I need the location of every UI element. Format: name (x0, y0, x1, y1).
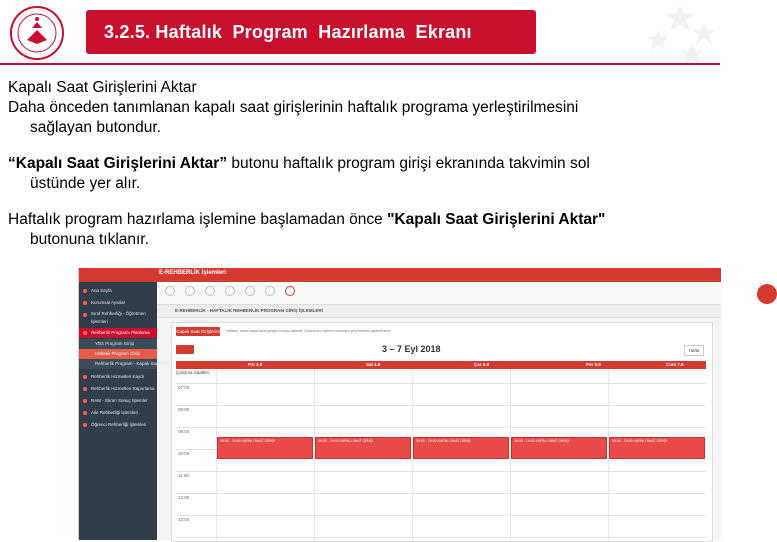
week-date-label: 3 – 7 Eyl 2018 (382, 344, 441, 354)
p2-bold: “Kapalı Saat Girişlerini Aktar” (8, 155, 228, 172)
day-header-mon: Pzt 3.9 (248, 362, 263, 367)
app-topbar (79, 268, 721, 282)
app-sidebar (79, 282, 172, 540)
sidebar-item-reports[interactable]: Rehberlik Hizmetleri Raporlama (79, 384, 157, 394)
sidebar-subitem-ybs[interactable]: YBS Program Girişi (79, 339, 157, 349)
edit-icon[interactable] (185, 286, 195, 296)
delete-icon[interactable] (205, 286, 215, 296)
section-heading: Kapalı Saat Girişlerini Aktar (8, 79, 197, 96)
slide-body (8, 78, 712, 266)
paragraph-1 (8, 78, 712, 138)
slide-header (0, 0, 720, 62)
sidebar-item-ram[interactable]: RAM - Ekran Sonuç İşlemler (79, 396, 157, 406)
app-logo (757, 284, 777, 304)
sidebar-subitem-weekly[interactable]: Haftalık Program Girişi (79, 349, 157, 359)
panel-info-text: Haftalık, varsa kapalı saat girişleri buraya aktarılır. Daha sonra takvim üzerinden yeni ekleme yapabilirsiniz. (226, 329, 392, 333)
day-header-thu: Per 6.9 (586, 362, 601, 367)
app-subtitle: E-REHBERLİK - HAFTALIK REHBERLİK PROGRAM GİRİŞ İŞLEMLERİ (175, 308, 323, 313)
sidebar-item-settings[interactable]: Kurumsal Ayarlar (79, 298, 157, 308)
app-iconbar (157, 282, 721, 305)
week-calendar (176, 361, 706, 541)
paragraph-3 (8, 210, 712, 250)
calendar-event-mon[interactable]: 09:00 - 10:00 KAPALI SAAT GİRİŞİ (217, 437, 313, 459)
sidebar-item-program-planning[interactable]: Rehberlik Programı Planlama (79, 328, 157, 338)
check-icon[interactable] (225, 286, 235, 296)
week-nav-buttons[interactable] (176, 345, 194, 354)
list-icon[interactable] (265, 286, 275, 296)
p2-line1-rest: butonu haftalık program girişi ekranında takvimin sol (227, 155, 590, 172)
allday-label: Çalışma Saatleri (176, 370, 210, 375)
calendar-event-thu[interactable]: 09:00 - 10:00 KAPALI SAAT GİRİŞİ (511, 437, 607, 459)
header-divider (0, 63, 720, 65)
sidebar-item-students[interactable]: Öğrenci Rehberliği İşlemleri (79, 420, 157, 430)
p3-line1-start: Haftalık program hazırlama işlemine başlamadan önce (8, 211, 388, 228)
day-header-fri: Cum 7.9 (666, 362, 684, 367)
refresh-icon[interactable] (285, 286, 295, 296)
calendar-event-wed[interactable]: 09:00 - 10:00 KAPALI SAAT GİRİŞİ (413, 437, 509, 459)
time-label: 10:00 (178, 451, 190, 456)
paragraph-2 (8, 154, 712, 194)
p3-bold: "Kapalı Saat Girişlerini Aktar" (387, 211, 606, 228)
time-label: 09:00 (178, 429, 190, 434)
add-icon[interactable] (165, 286, 175, 296)
print-icon[interactable] (245, 286, 255, 296)
calendar-event-tue[interactable]: 09:00 - 10:00 KAPALI SAAT GİRİŞİ (315, 437, 411, 459)
p2-line2: üstünde yer alır. (30, 175, 141, 192)
app-brand: E-REHBERLİK İşlemleri (159, 270, 227, 276)
sidebar-item-class-guidance[interactable]: Sınıf Rehberliği - Öğretmen İşlemleri (79, 310, 157, 326)
sidebar-item-services[interactable]: Rehberlik Hizmetleri Kaydı (79, 372, 157, 382)
decorative-stars (600, 0, 720, 66)
meb-logo (10, 6, 64, 60)
transfer-closed-hours-button[interactable]: Kapalı Saat Girişlerini Aktar (176, 329, 220, 343)
sidebar-subitem-closed-hours[interactable]: Rehberlik Program - Kapalı Saat Girişi (79, 359, 157, 369)
time-label: 13:00 (178, 517, 190, 522)
app-subtitle-bar (157, 305, 721, 318)
slide-title: 3.2.5. Haftalık Program Hazırlama Ekranı (104, 22, 472, 42)
time-label: 12:00 (178, 495, 190, 500)
week-view-button[interactable]: Hafta (684, 345, 704, 356)
day-header-wed: Çar 5.9 (474, 362, 490, 367)
app-screenshot (78, 268, 721, 540)
p1-line2: sağlayan butondur. (30, 119, 161, 136)
time-label: 07:00 (178, 385, 190, 390)
p1-line1: Daha önceden tanımlanan kapalı saat girişlerinin haftalık programa yerleştirilmesini (8, 99, 579, 116)
time-label: 08:00 (178, 407, 190, 412)
title-bar (86, 10, 536, 54)
sidebar-item-home[interactable]: Ana Sayfa (79, 286, 157, 296)
calendar-header (176, 361, 706, 369)
calendar-event-fri[interactable]: 09:00 - 10:00 KAPALI SAAT GİRİŞİ (609, 437, 705, 459)
p3-line2: butonuna tıklanır. (30, 231, 149, 248)
day-header-tue: Sal 4.9 (366, 362, 381, 367)
time-label: 11:00 (178, 473, 189, 478)
sidebar-item-family[interactable]: Aile Rehberliği İşlemleri (79, 408, 157, 418)
calendar-panel (171, 322, 713, 542)
